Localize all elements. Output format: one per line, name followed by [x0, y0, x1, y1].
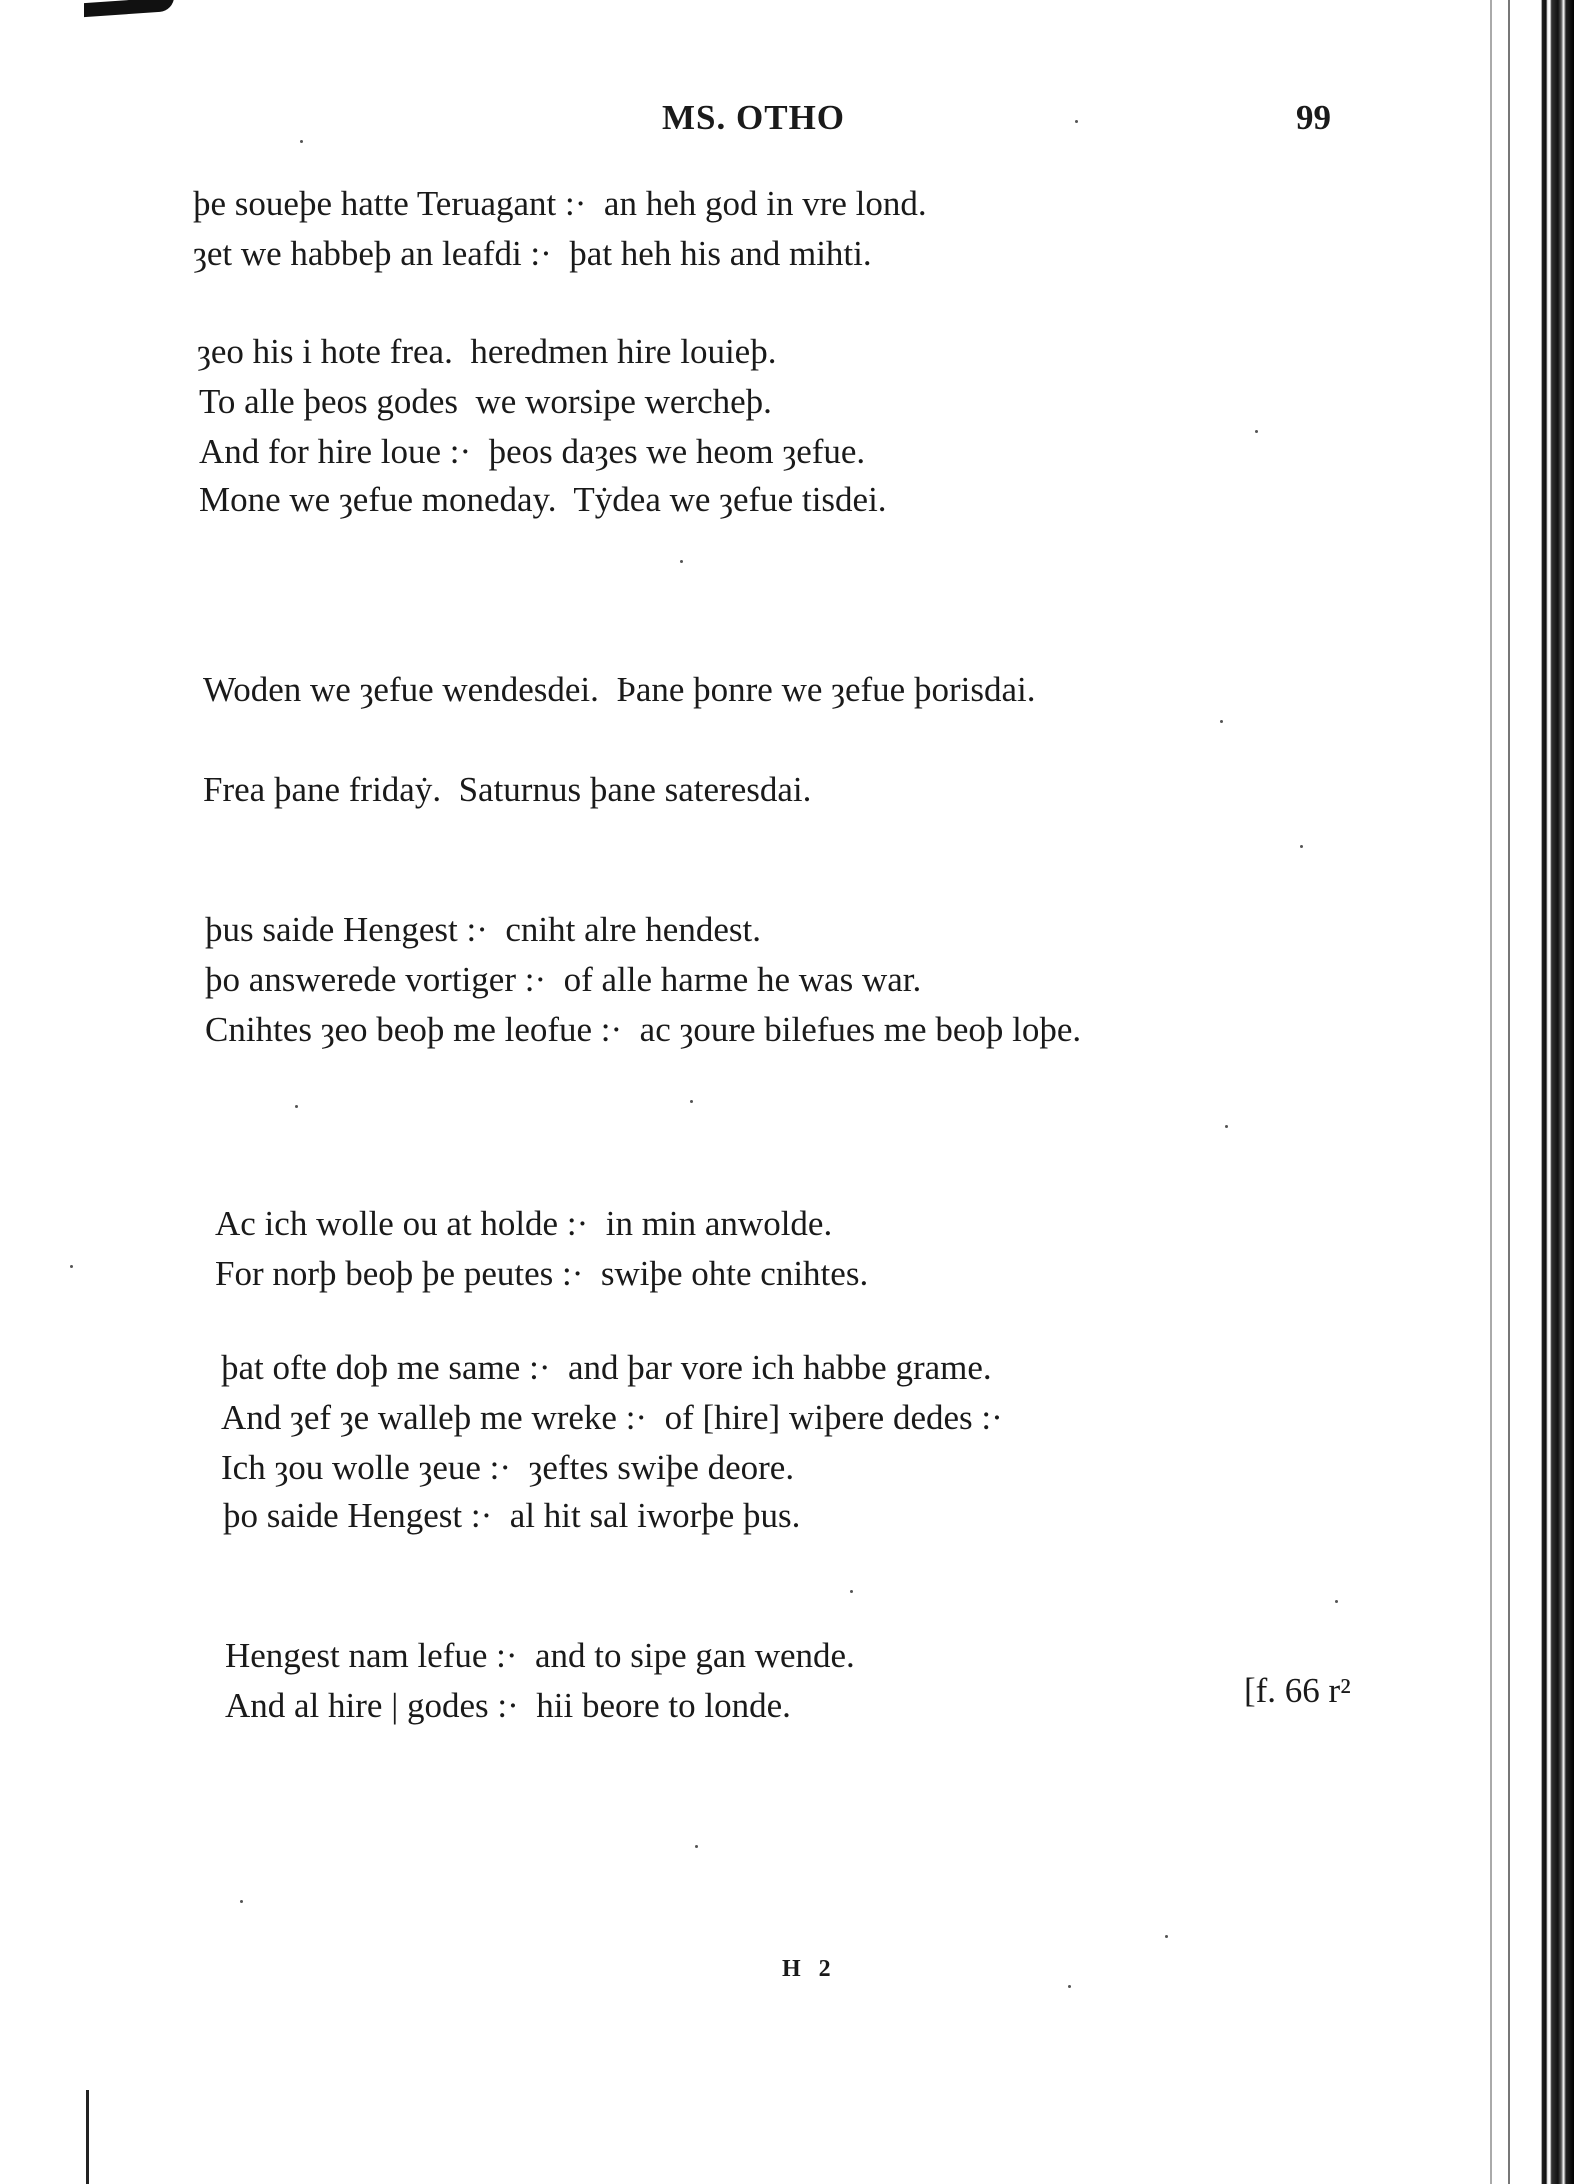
verse-line: And al hire | godes :· hii beore to londe. [225, 1686, 791, 1725]
verse-line: þus saide Hengest :· cniht alre hendest. [205, 910, 761, 949]
running-title: MS. OTHO [662, 98, 846, 137]
verse-line: And ȝef ȝe walleþ me wreke :· of [hire] wiþere dedes :· [221, 1398, 1003, 1437]
verse-line: To alle þeos godes we worsipe wercheþ. [199, 382, 772, 421]
verse-line: þat ofte doþ me same :· and þar vore ich habbe grame. [221, 1348, 992, 1387]
scan-speck [680, 560, 683, 563]
verse-line: Cnihtes ȝeo beoþ me leofue :· ac ȝoure bilefues me beoþ loþe. [205, 1010, 1082, 1049]
scan-speck [1165, 1935, 1168, 1938]
verse-line: ȝet we habbeþ an leafdi :· þat heh his and mihti. [193, 234, 872, 273]
signature-mark: H 2 [782, 1956, 837, 1982]
verse-line: Mone we ȝefue moneday. Tẏdea we ȝefue tisdei. [199, 480, 887, 519]
scan-speck [300, 140, 303, 143]
scan-speck [70, 1265, 73, 1268]
scan-left-edge [86, 2090, 89, 2184]
verse-line: For norþ beoþ þe peutes :· swiþe ohte cnihtes. [215, 1254, 869, 1293]
verse-line: þe soueþe hatte Teruagant :· an heh god in vre lond. [193, 184, 927, 223]
verse-line: Hengest nam lefue :· and to sipe gan wende. [225, 1636, 855, 1675]
verse-line: Ac ich wolle ou at holde :· in min anwolde. [215, 1204, 833, 1243]
verse-line: þo saide Hengest :· al hit sal iworþe þus. [223, 1496, 801, 1535]
scan-speck [1300, 845, 1303, 848]
verse-line: And for hire loue :· þeos daȝes we heom ȝefue. [199, 432, 866, 471]
binding-line [1490, 0, 1492, 2184]
scan-speck [850, 1590, 853, 1593]
verse-line: Woden we ȝefue wendesdei. Þane þonre we ȝefue þorisdai. [203, 670, 1036, 709]
binding-edge [1534, 0, 1574, 2184]
scan-speck [1225, 1125, 1228, 1128]
scan-corner-mark [84, 0, 174, 17]
scan-speck [1075, 120, 1078, 123]
scan-speck [1220, 720, 1223, 723]
folio-reference: [f. 66 r² [1244, 1671, 1351, 1710]
verse-line: ȝeo his i hote frea. heredmen hire louieþ. [197, 332, 777, 371]
running-header [0, 98, 1574, 148]
binding-line [1508, 0, 1510, 2184]
scan-speck [240, 1900, 243, 1903]
scan-speck [1335, 1600, 1338, 1603]
scan-speck [690, 1100, 693, 1103]
scan-speck [1068, 1985, 1071, 1988]
scan-speck [295, 1105, 298, 1108]
page-number: 99 [1296, 98, 1331, 137]
verse-line: þo answerede vortiger :· of alle harme he was war. [205, 960, 922, 999]
verse-line: Frea þane fridaẏ. Saturnus þane sateresdai. [203, 770, 812, 809]
scan-speck [695, 1845, 698, 1848]
verse-line: Ich ȝou wolle ȝeue :· ȝeftes swiþe deore. [221, 1448, 795, 1487]
scan-speck [1255, 430, 1258, 433]
